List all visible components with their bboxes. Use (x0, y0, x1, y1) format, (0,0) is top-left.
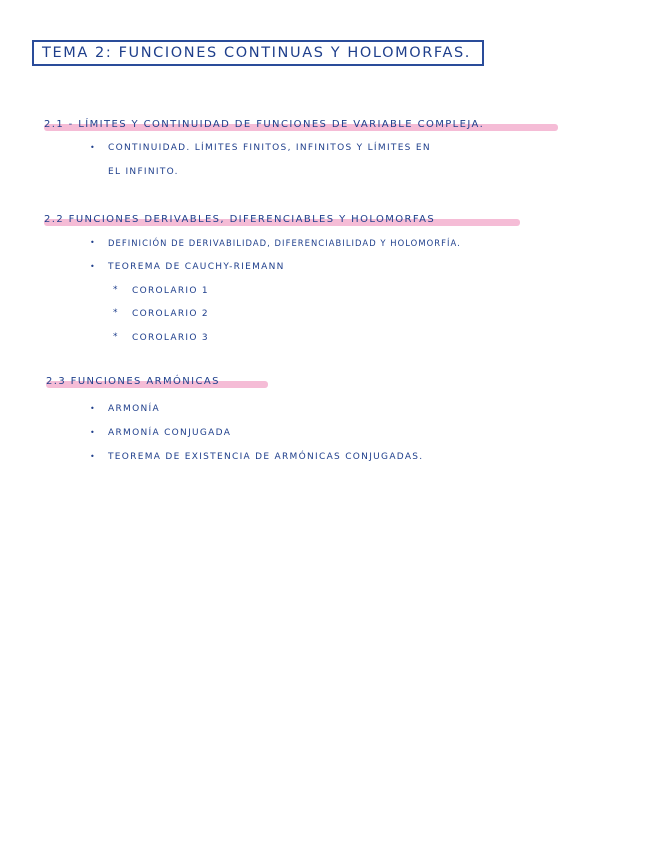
bullet-icon: • (90, 262, 95, 271)
sub-list-item: COROLARIO 2 (132, 309, 209, 319)
list-item: TEOREMA DE EXISTENCIA DE ARMÓNICAS CONJUGADAS. (108, 452, 424, 462)
sub-list-item: COROLARIO 3 (132, 333, 209, 343)
list-item: CONTINUIDAD. LÍMITES FINITOS, INFINITOS Y LÍMITES EN (108, 143, 431, 153)
list-item-continuation: EL INFINITO. (108, 167, 179, 177)
section-heading-2-3: 2.3 FUNCIONES ARMÓNICAS (46, 376, 220, 387)
bullet-icon: • (90, 428, 95, 437)
bullet-icon: • (90, 238, 95, 247)
bullet-icon: • (90, 143, 95, 152)
section-heading-2-2: 2.2 FUNCIONES DERIVABLES, DIFERENCIABLES Y HOLOMORFAS (44, 214, 436, 225)
list-item: DEFINICIÓN DE DERIVABILIDAD, DIFERENCIABILIDAD Y HOLOMORFÍA. (108, 238, 461, 248)
page-title: TEMA 2: FUNCIONES CONTINUAS Y HOLOMORFAS. (32, 40, 484, 66)
asterisk-bullet-icon: * (113, 308, 118, 318)
asterisk-bullet-icon: * (113, 332, 118, 342)
sub-list-item: COROLARIO 1 (132, 286, 209, 296)
bullet-icon: • (90, 452, 95, 461)
list-item: TEOREMA DE CAUCHY-RIEMANN (108, 262, 285, 272)
asterisk-bullet-icon: * (113, 285, 118, 295)
section-heading-2-1: 2.1 - LÍMITES Y CONTINUIDAD DE FUNCIONES DE VARIABLE COMPLEJA. (44, 119, 485, 130)
list-item: ARMONÍA (108, 404, 160, 414)
bullet-icon: • (90, 404, 95, 413)
list-item: ARMONÍA CONJUGADA (108, 428, 232, 438)
